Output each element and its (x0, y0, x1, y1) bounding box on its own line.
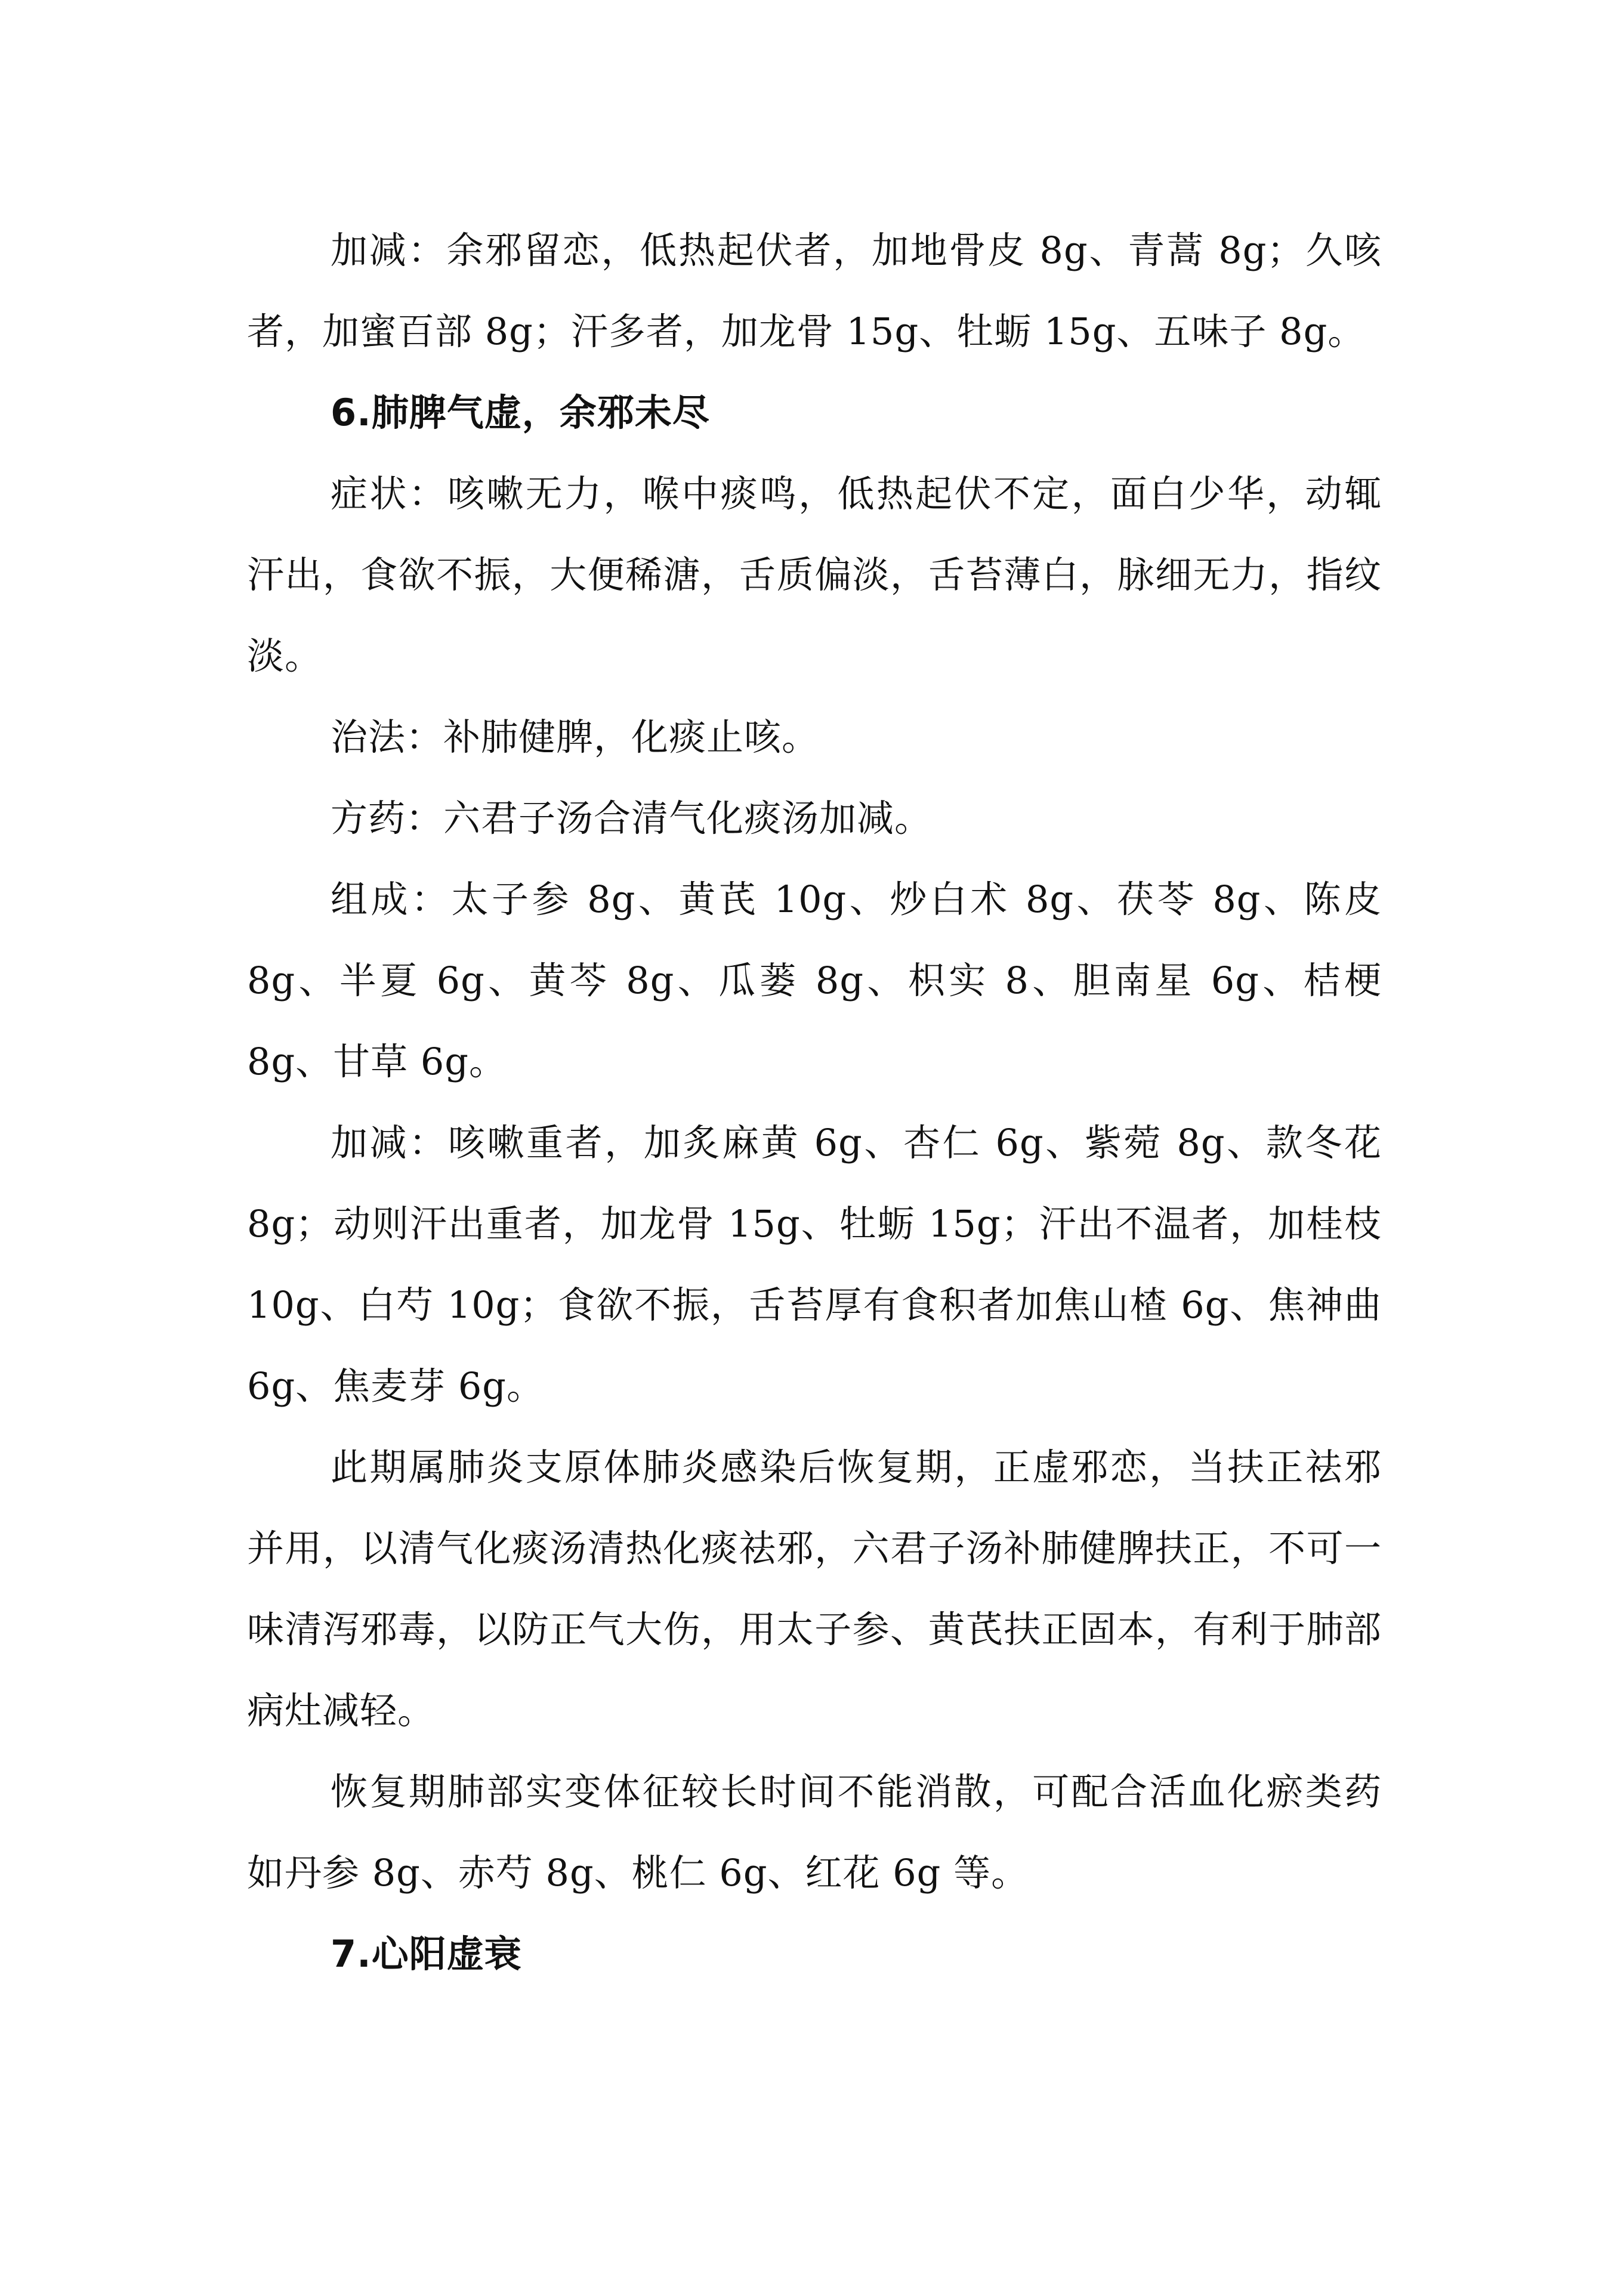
paragraph-symptoms: 症状：咳嗽无力，喉中痰鸣，低热起伏不定，面白少华，动辄汗出，食欲不振，大便稀溏，舌质偏淡，舌苔薄白，脉细无力，指纹淡。 (247, 472, 1382, 678)
paragraph-treatment-method: 治法：补肺健脾，化痰止咳。 (331, 715, 820, 759)
paragraph-blood-activating: 恢复期肺部实变体征较长时间不能消散，可配合活血化瘀类药如丹参 8g、赤芍 8g、桃仁 6g、红花 6g 等。 (247, 1770, 1382, 1895)
section-heading-6: 6.肺脾气虚，余邪未尽 (331, 391, 710, 434)
paragraph-modifications-cough: 加减：咳嗽重者，加炙麻黄 6g、杏仁 6g、紫菀 8g、款冬花 8g；动则汗出重者，加龙骨 15g、牡蛎 15g；汗出不温者，加桂枝 10g、白芍 10g；食欲不振，舌苔厚有食积者加焦山楂 6g、焦神曲 6g、焦麦芽 6g。 (247, 1121, 1382, 1408)
body-text (247, 210, 1382, 1995)
paragraph-modifications-residual-pathogen: 加减：余邪留恋，低热起伏者，加地骨皮 8g、青蒿 8g；久咳者，加蜜百部 8g；汗多者，加龙骨 15g、牡蛎 15g、五味子 8g。 (247, 228, 1382, 353)
paragraph-prescription: 方药：六君子汤合清气化痰汤加减。 (331, 796, 933, 840)
section-heading-7: 7.心阳虚衰 (331, 1932, 522, 1976)
paragraph-recovery-commentary: 此期属肺炎支原体肺炎感染后恢复期，正虚邪恋，当扶正祛邪并用，以清气化痰汤清热化痰祛邪，六君子汤补肺健脾扶正，不可一味清泻邪毒，以防正气大伤，用太子参、黄芪扶正固本，有利于肺部病灶减轻。 (247, 1445, 1382, 1732)
paragraph-composition: 组成：太子参 8g、黄芪 10g、炒白术 8g、茯苓 8g、陈皮 8g、半夏 6g、黄芩 8g、瓜蒌 8g、枳实 8、胆南星 6g、桔梗 8g、甘草 6g。 (247, 877, 1382, 1083)
